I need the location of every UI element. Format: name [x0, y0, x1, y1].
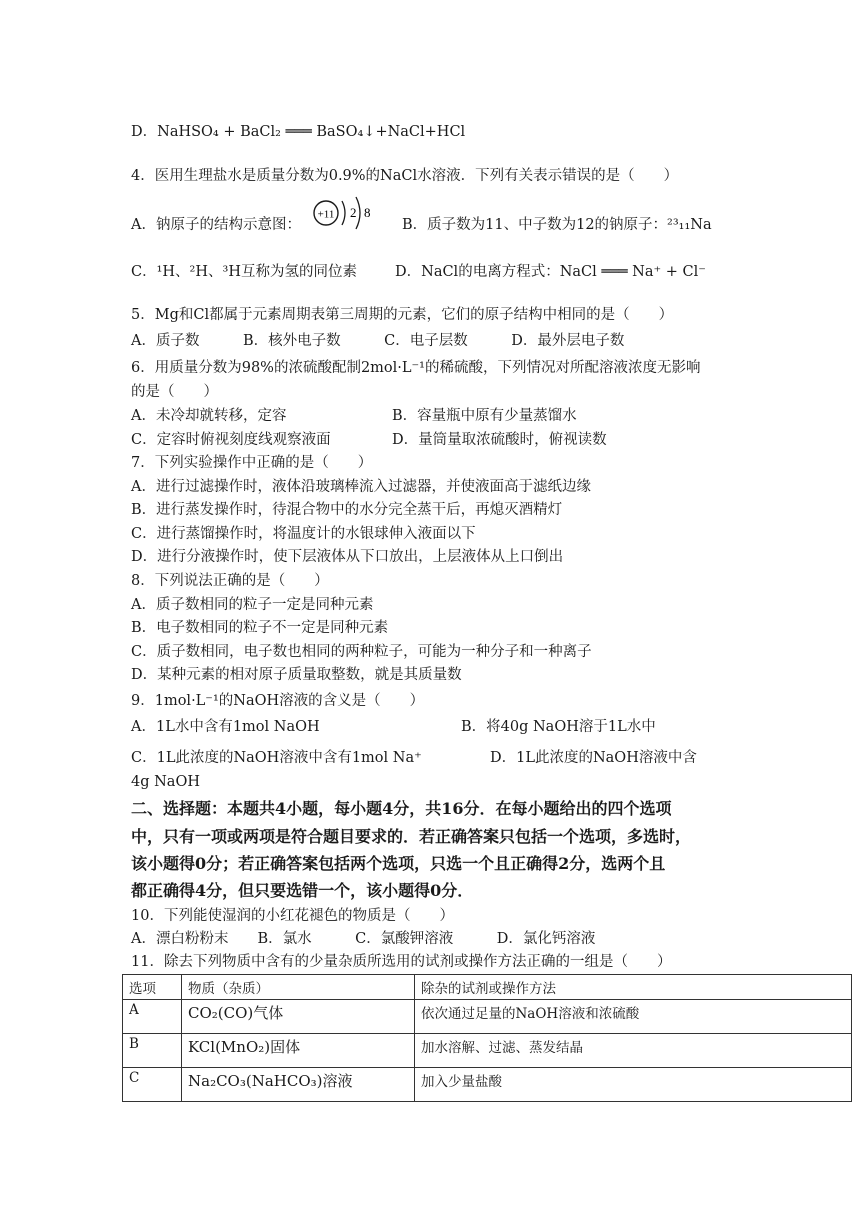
- section-2-heading-4: 都正确得4分，但只要选错一个，该小题得0分．: [131, 881, 474, 900]
- q10-options: A．漂白粉粉末 B．氯水 C．氯酸钾溶液 D．氯化钙溶液: [131, 931, 596, 947]
- row-b-method: 加水溶解、过滤、蒸发结晶: [415, 1034, 852, 1068]
- row-a-method: 依次通过足量的NaOH溶液和浓硫酸: [415, 1000, 852, 1034]
- row-b-option: B: [123, 1034, 182, 1068]
- row-a-substance: CO₂(CO)气体: [182, 1000, 415, 1034]
- q8-option-c: C．质子数相同，电子数也相同的两种粒子，可能为一种分子和一种离子: [131, 644, 592, 660]
- q6-option-d: D．量筒量取浓硫酸时，俯视读数: [392, 432, 607, 448]
- q8-option-a: A．质子数相同的粒子一定是同种元素: [131, 597, 374, 613]
- section-2-heading-1: 二、选择题：本题共4小题，每小题4分，共16分．在每小题给出的四个选项: [131, 799, 672, 818]
- row-a-option: A: [123, 1000, 182, 1034]
- q4-option-d: D．NaCl的电离方程式：NaCl ═══ Na⁺ + Cl⁻: [395, 264, 706, 280]
- q9-option-a: A．1L水中含有1mol NaOH: [131, 719, 320, 735]
- table-row: [123, 1034, 852, 1068]
- row-b-substance: KCl(MnO₂)固体: [182, 1034, 415, 1068]
- table-row: [123, 1000, 852, 1034]
- row-c-substance: Na₂CO₃(NaHCO₃)溶液: [182, 1068, 415, 1102]
- question-10: 10．下列能使湿润的小红花褪色的物质是（ ）: [131, 908, 454, 924]
- q9-option-d: D．1L此浓度的NaOH溶液中含: [490, 750, 697, 766]
- question-6-line1: 6．用质量分数为98%的浓硫酸配制2mol·L⁻¹的稀硫酸，下列情况对所配溶液浓度无影响: [131, 360, 701, 376]
- q9-option-b: B．将40g NaOH溶于1L水中: [461, 719, 656, 735]
- q4-option-c: C．¹H、²H、³H互称为氢的同位素: [131, 264, 357, 280]
- question-8: 8．下列说法正确的是（ ）: [131, 573, 329, 589]
- table-row: [123, 1068, 852, 1102]
- question-6-line2: 的是（ ）: [131, 384, 218, 400]
- q9-option-c: C．1L此浓度的NaOH溶液中含有1mol Na⁺: [131, 750, 422, 766]
- row-c-method: 加入少量盐酸: [415, 1068, 852, 1102]
- q6-option-a: A．未冷却就转移，定容: [131, 408, 287, 424]
- question-9: 9．1mol·L⁻¹的NaOH溶液的含义是（ ）: [131, 693, 425, 709]
- header-method: 除杂的试剂或操作方法: [415, 975, 852, 1000]
- q6-option-b: B．容量瓶中原有少量蒸馏水: [392, 408, 577, 424]
- q8-option-b: B．电子数相同的粒子不一定是同种元素: [131, 620, 389, 636]
- sodium-ion-structure-diagram: [312, 192, 376, 234]
- q4-option-a: A．钠原子的结构示意图：: [131, 217, 301, 233]
- header-option: 选项: [123, 975, 182, 1000]
- shell-2: 8: [364, 205, 371, 220]
- option-d-equation: D．NaHSO₄ + BaCl₂ ═══ BaSO₄↓+NaCl+HCl: [131, 124, 466, 140]
- q7-option-b: B．进行蒸发操作时，待混合物中的水分完全蒸干后，再熄灭酒精灯: [131, 502, 563, 518]
- q5-options: A．质子数 B．核外电子数 C．电子层数 D．最外层电子数: [131, 333, 625, 349]
- row-c-option: C: [123, 1068, 182, 1102]
- q7-option-c: C．进行蒸馏操作时，将温度计的水银球伸入液面以下: [131, 526, 476, 542]
- q6-option-c: C．定容时俯视刻度线观察液面: [131, 432, 331, 448]
- question-5: 5．Mg和Cl都属于元素周期表第三周期的元素，它们的原子结构中相同的是（ ）: [131, 307, 674, 323]
- question-7: 7．下列实验操作中正确的是（ ）: [131, 455, 373, 471]
- q9-option-d-cont: 4g NaOH: [131, 774, 200, 790]
- q8-option-d: D．某种元素的相对原子质量取整数，就是其质量数: [131, 667, 462, 683]
- table-header-row: [123, 975, 852, 1000]
- section-2-heading-3: 该小题得0分；若正确答案包括两个选项，只选一个且正确得2分，选两个且: [131, 854, 666, 873]
- q11-table: [122, 974, 852, 1102]
- section-2-heading-2: 中，只有一项或两项是符合题目要求的．若正确答案只包括一个选项，多选时，: [131, 827, 692, 846]
- header-substance: 物质（杂质）: [182, 975, 415, 1000]
- question-4: 4．医用生理盐水是质量分数为0.9%的NaCl水溶液．下列有关表示错误的是（ ）: [131, 168, 679, 184]
- nucleus-label: +11: [317, 208, 335, 221]
- q7-option-d: D．进行分液操作时，使下层液体从下口放出，上层液体从上口倒出: [131, 549, 564, 565]
- q7-option-a: A．进行过滤操作时，液体沿玻璃棒流入过滤器，并使液面高于滤纸边缘: [131, 479, 591, 495]
- question-11: 11．除去下列物质中含有的少量杂质所选用的试剂或操作方法正确的一组是（ ）: [131, 954, 672, 970]
- q4-option-b: B．质子数为11、中子数为12的钠原子：²³₁₁Na: [402, 217, 712, 233]
- shell-1: 2: [350, 205, 357, 220]
